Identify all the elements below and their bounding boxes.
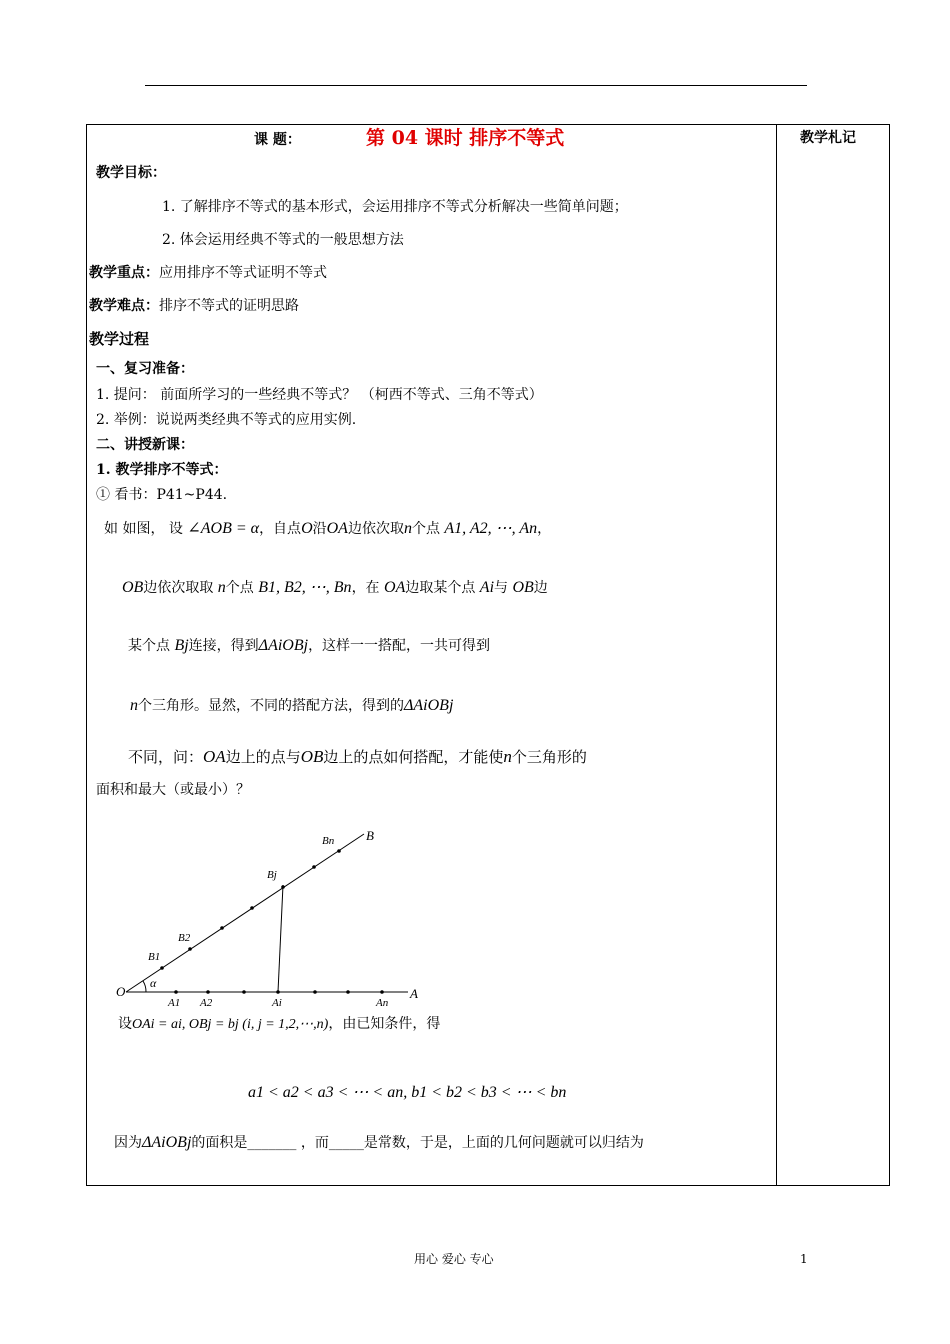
difficulty-text: 排序不等式的证明思路: [159, 298, 299, 314]
review-item-1: 1. 提问： 前面所学习的一些经典不等式？ （柯西不等式、三角不等式）: [96, 387, 543, 403]
math-n: n: [217, 579, 226, 596]
text-span: 个三角形的: [511, 748, 587, 766]
notes-column-divider: [776, 124, 777, 1186]
ordering-inequality: a1 < a2 < a3 < ⋯ < an, b1 < b2 < b3 < ⋯ < bn: [248, 1084, 567, 1101]
point: [160, 966, 164, 970]
point: [174, 990, 178, 994]
review-item-2: 2. 举例：说说两类经典不等式的应用实例.: [96, 412, 357, 428]
topic-label: 课 题：: [254, 132, 301, 148]
segment-AiBj: [278, 885, 283, 992]
text-span: 边依次取: [347, 521, 404, 537]
label-Bj: Bj: [267, 869, 277, 881]
label-B: B: [366, 828, 374, 843]
label-Bn: Bn: [322, 835, 335, 847]
set-line: [118, 1017, 440, 1032]
point: [346, 990, 350, 994]
para-line-5: [128, 748, 587, 765]
math-n: n: [130, 697, 138, 714]
math-points-B: B1, B2, ⋯, Bn: [258, 579, 352, 596]
label-B1: B1: [148, 951, 161, 963]
point: [250, 906, 254, 910]
topic-title: 第 04 课时 排序不等式: [366, 127, 565, 149]
page-number: 1: [800, 1252, 808, 1266]
text-span: 因为: [114, 1135, 142, 1151]
text-span: 边上的点与: [225, 748, 301, 766]
text-span: 个点: [411, 521, 440, 537]
text-span: 边上的点如何搭配，才能使: [323, 748, 504, 766]
text-span: 设: [118, 1016, 132, 1032]
focus-text: 应用排序不等式证明不等式: [159, 265, 327, 281]
footer-motto: 用心 爱心 专心: [414, 1252, 494, 1266]
label-An: An: [376, 997, 389, 1009]
text-span: ，这样一一搭配，一共可得到: [308, 638, 491, 654]
para-line-3: [128, 638, 490, 654]
notes-column-title: 教学札记: [800, 130, 856, 146]
point: [276, 990, 280, 994]
text-span: 与: [494, 580, 509, 596]
objective-1: 1. 了解排序不等式的基本形式，会运用排序不等式分析解决一些简单问题；: [162, 199, 628, 215]
label-Ai: Ai: [272, 997, 282, 1009]
math-points-A: A1, A2, ⋯, An: [444, 520, 538, 537]
text-span: 个三角形。显然，不同的搭配方法，得到的: [138, 698, 404, 714]
math-triangle: ΔAiOBj: [404, 697, 454, 714]
text-span: ，: [537, 521, 552, 537]
difficulty-label: 教学难点：: [89, 298, 159, 314]
text-span: ，由已知条件，得: [328, 1016, 441, 1032]
point: [313, 990, 317, 994]
math-Ai: Ai: [479, 579, 495, 596]
label-A2: A2: [200, 997, 213, 1009]
angle-arc: [143, 981, 146, 992]
read-book-line: ① 看书：P41~P44.: [96, 487, 228, 503]
point: [188, 947, 192, 951]
new-lesson-heading: 二、讲授新课：: [96, 437, 194, 453]
point: [281, 885, 285, 889]
text-span: ，在: [351, 580, 380, 596]
math-OB: OB: [122, 579, 144, 596]
math-OB: OB: [300, 747, 324, 766]
point: [337, 849, 341, 853]
para-line-1: [104, 521, 551, 537]
math-Bj: Bj: [174, 637, 189, 654]
label-A: A: [410, 986, 418, 1001]
math-triangle: ΔAiOBj: [142, 1134, 192, 1151]
math-n: n: [403, 520, 412, 537]
geometry-figure: [110, 820, 430, 1020]
math-triangle: ΔAiOBj: [258, 637, 309, 654]
text-span: ，自点: [259, 521, 302, 537]
sub-heading-1: 1. 教学排序不等式：: [96, 462, 228, 478]
label-alpha: α: [150, 976, 157, 990]
para-line-4: [130, 698, 453, 714]
para-line-2: [122, 580, 548, 596]
text-span: 个点: [225, 580, 254, 596]
text-span: 不同，问：: [128, 748, 204, 766]
focus-label: 教学重点：: [89, 265, 159, 281]
conclusion-line: [114, 1135, 644, 1151]
focus-line: [89, 266, 327, 280]
math-OA: OA: [203, 747, 226, 766]
text-span: 边依次取取: [143, 580, 214, 596]
math-angle: ∠AOB = α: [187, 520, 260, 537]
header-rule: [145, 85, 807, 86]
point: [312, 865, 316, 869]
point: [380, 990, 384, 994]
math-n: n: [503, 747, 512, 766]
objective-2: 2. 体会运用经典不等式的一般思想方法: [162, 232, 404, 248]
review-heading: 一、复习准备：: [96, 361, 194, 377]
text-span: 如 如图， 设: [104, 521, 183, 537]
math-O: O: [301, 520, 313, 537]
para-line-6: 面积和最大（或最小）？: [96, 782, 250, 798]
math-definitions: OAi = ai, OBj = bj (i, j = 1,2,⋯,n): [132, 1017, 329, 1032]
label-B2: B2: [178, 932, 191, 944]
objectives-heading: 教学目标：: [96, 165, 166, 181]
text-span: 连接，得到: [188, 638, 259, 654]
text-span: 沿: [312, 521, 327, 537]
text-span: 某个点: [128, 638, 170, 654]
math-OA: OA: [384, 579, 406, 596]
label-O: O: [116, 984, 126, 999]
process-heading: 教学过程: [89, 330, 150, 348]
point: [242, 990, 246, 994]
text-span: 的面积是_______ ，而_____是常数，于是，上面的几何问题就可以归结为: [191, 1135, 644, 1151]
point: [220, 926, 224, 930]
label-A1: A1: [168, 997, 181, 1009]
math-OA: OA: [326, 520, 348, 537]
point: [206, 990, 210, 994]
text-span: 边取某个点: [405, 580, 476, 596]
text-span: 边: [533, 580, 548, 596]
math-OB: OB: [512, 579, 534, 596]
difficulty-line: [89, 299, 299, 313]
